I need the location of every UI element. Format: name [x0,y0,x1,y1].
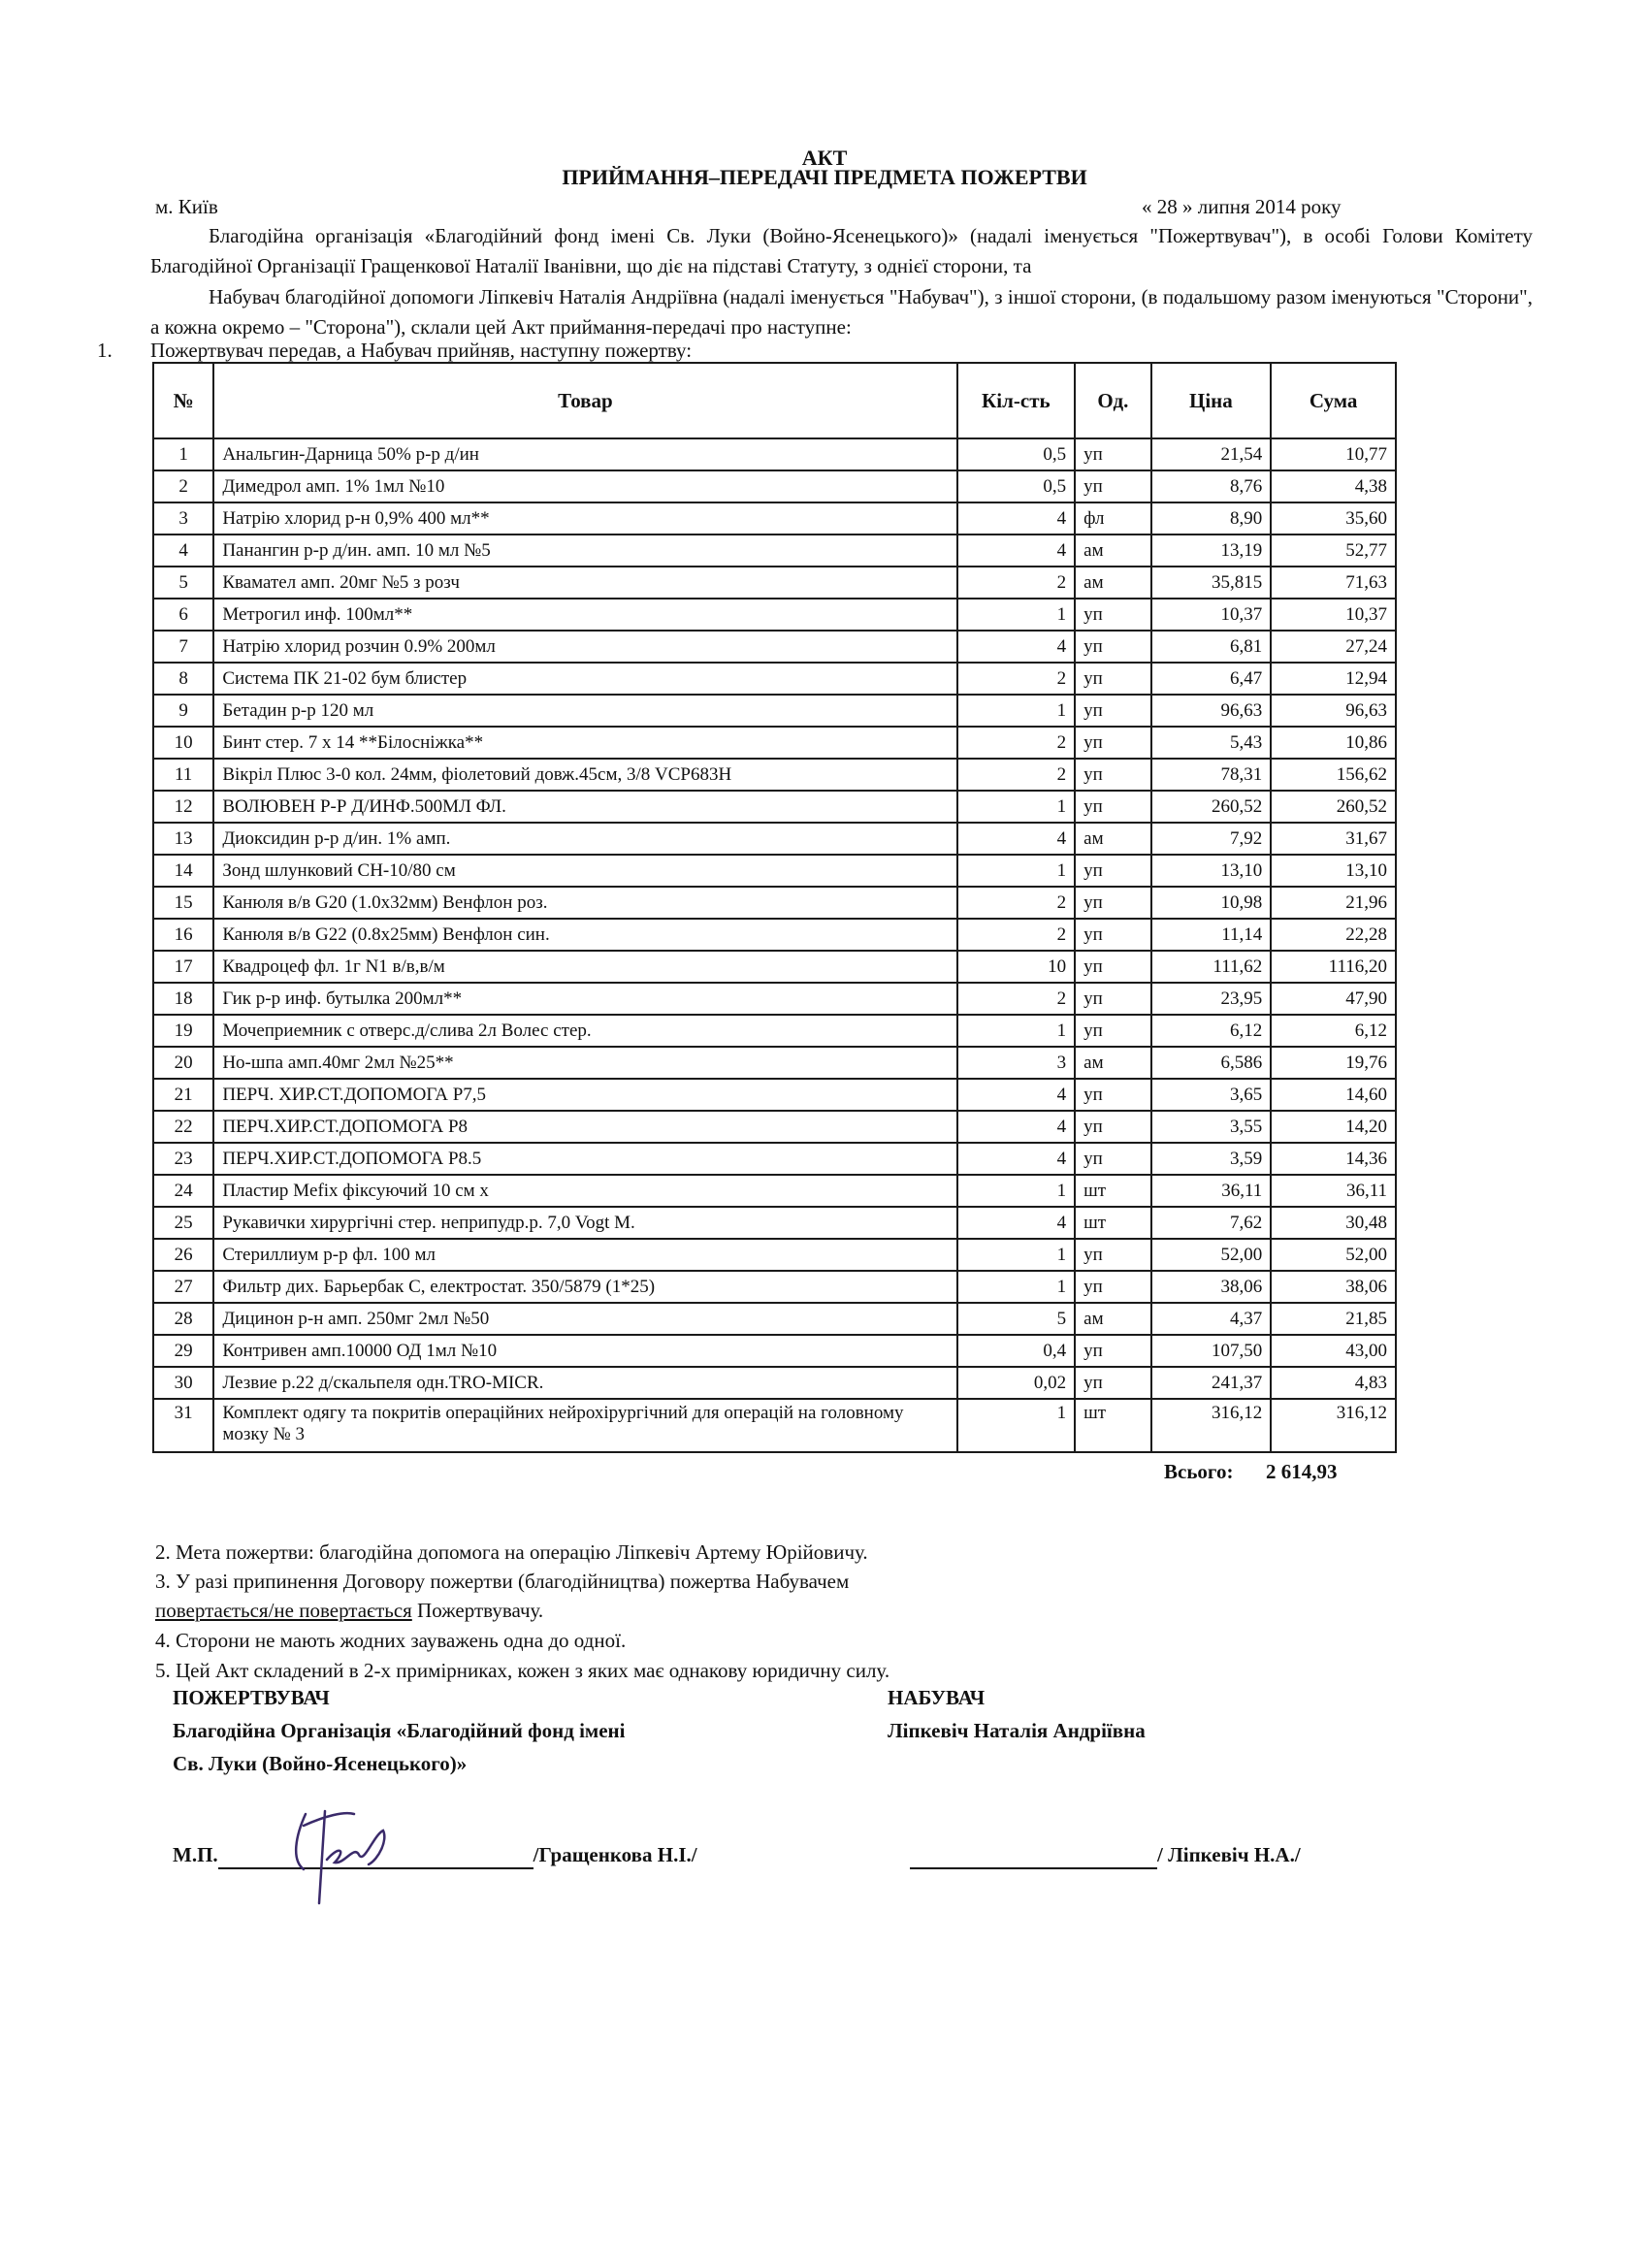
table-row [153,438,1396,470]
donation-items-table [152,362,1397,1453]
stamp-label: М.П. [173,1843,218,1866]
total-value: 2 614,93 [1266,1460,1338,1483]
recipient-name: Ліпкевіч Наталія Андріївна [888,1719,1146,1742]
recipient-signature-blank[interactable] [910,1843,1157,1869]
cell-price: 3,55 [1151,1111,1272,1143]
cell-sum: 52,00 [1271,1239,1396,1271]
cell-qty: 4 [957,1207,1076,1239]
cell-name: Пластир Mefix фіксуючий 10 см х [213,1175,956,1207]
cell-qty: 2 [957,887,1076,919]
cell-unit: уп [1075,759,1150,791]
cell-price: 3,65 [1151,1079,1272,1111]
cell-no: 4 [153,535,213,567]
cell-qty: 1 [957,695,1076,727]
cell-price: 6,12 [1151,1015,1272,1047]
cell-unit: ам [1075,535,1150,567]
cell-qty: 2 [957,983,1076,1015]
table-row [153,631,1396,663]
cell-sum: 1116,20 [1271,951,1396,983]
cell-price: 36,11 [1151,1175,1272,1207]
cell-sum: 71,63 [1271,567,1396,599]
cell-price: 10,37 [1151,599,1272,631]
cell-price: 260,52 [1151,791,1272,823]
cell-unit: уп [1075,1271,1150,1303]
cell-no: 23 [153,1143,213,1175]
table-row [153,1079,1396,1111]
cell-price: 35,815 [1151,567,1272,599]
table-row [153,535,1396,567]
donor-heading: ПОЖЕРТВУВАЧ [173,1686,330,1709]
cell-sum: 96,63 [1271,695,1396,727]
cell-no: 5 [153,567,213,599]
document-title: АКТ [801,146,848,170]
cell-name: Мочеприемник с отверс.д/слива 2л Волес стер. [213,1015,956,1047]
cell-sum: 4,83 [1271,1367,1396,1399]
table-row [153,823,1396,855]
cell-no: 19 [153,1015,213,1047]
clause-3-rest: Пожертвувачу. [411,1599,544,1622]
cell-unit: уп [1075,1367,1150,1399]
cell-name: Рукавички хирургічні стер. неприпудр.р. 7,0 Vogt M. [213,1207,956,1239]
cell-unit: уп [1075,887,1150,919]
cell-sum: 14,20 [1271,1111,1396,1143]
cell-price: 107,50 [1151,1335,1272,1367]
donor-signature-line [173,1843,697,1869]
cell-unit: уп [1075,663,1150,695]
table-row [153,1207,1396,1239]
cell-sum: 35,60 [1271,502,1396,535]
cell-price: 7,62 [1151,1207,1272,1239]
header-sum: Сума [1271,363,1396,438]
cell-sum: 12,94 [1271,663,1396,695]
cell-unit: уп [1075,983,1150,1015]
cell-price: 10,98 [1151,887,1272,919]
intro-paragraph-recipient: Набувач благодійної допомоги Ліпкевіч Наталія Андріївна (надалі іменується "Набувач"), з іншої сторони, (в подальшому разом іменуються "Сторони", а кожна окремо – "Сторона"), склали цей Акт приймання-передачі про наступне: [150,285,1533,339]
table-row [153,1015,1396,1047]
intro-paragraph-donor: Благодійна організація «Благодійний фонд імені Св. Луки (Войно-Ясенецького)» (надалі іменується "Пожертвувач"), в особі Голови Комітету Благодійної Організації Гращенкової Наталії Іванівни, що діє на підставі Статуту, з однієї сторони, та [150,224,1533,277]
cell-qty: 4 [957,631,1076,663]
cell-qty: 0,4 [957,1335,1076,1367]
cell-name: Панангин р-р д/ин. амп. 10 мл №5 [213,535,956,567]
cell-qty: 5 [957,1303,1076,1335]
cell-no: 30 [153,1367,213,1399]
cell-name: ПЕРЧ. ХИР.СТ.ДОПОМОГА Р7,5 [213,1079,956,1111]
cell-qty: 4 [957,1143,1076,1175]
cell-qty: 4 [957,1111,1076,1143]
cell-unit: уп [1075,951,1150,983]
cell-qty: 1 [957,791,1076,823]
donor-signer-name: /Гращенкова Н.І./ [533,1843,697,1866]
cell-unit: уп [1075,1015,1150,1047]
cell-sum: 4,38 [1271,470,1396,502]
recipient-signer-name: / Ліпкевіч Н.А./ [1157,1843,1301,1866]
cell-name: Натрію хлорид розчин 0.9% 200мл [213,631,956,663]
cell-price: 8,90 [1151,502,1272,535]
table-row [153,1399,1396,1452]
cell-name: ПЕРЧ.ХИР.СТ.ДОПОМОГА Р8.5 [213,1143,956,1175]
table-row [153,951,1396,983]
cell-price: 111,62 [1151,951,1272,983]
cell-name: Дицинон р-н амп. 250мг 2мл №50 [213,1303,956,1335]
cell-qty: 4 [957,502,1076,535]
cell-qty: 10 [957,951,1076,983]
clause-1-number: 1. [97,339,113,362]
cell-unit: уп [1075,695,1150,727]
cell-unit: уп [1075,599,1150,631]
document-subtitle: ПРИЙМАННЯ–ПЕРЕДАЧІ ПРЕДМЕТА ПОЖЕРТВИ [562,165,1087,189]
clause-5: 5. Цей Акт складений в 2-х примірниках, кожен з яких має однакову юридичну силу. [155,1659,890,1682]
clause-2: 2. Мета пожертви: благодійна допомога на операцію Ліпкевіч Артему Юрійовичу. [155,1540,868,1564]
document-date: « 28 » липня 2014 року [1142,195,1342,218]
cell-qty: 1 [957,1271,1076,1303]
cell-price: 4,37 [1151,1303,1272,1335]
table-row [153,1335,1396,1367]
cell-no: 10 [153,727,213,759]
cell-name: Гик р-р инф. бутылка 200мл** [213,983,956,1015]
cell-no: 29 [153,1335,213,1367]
cell-sum: 38,06 [1271,1271,1396,1303]
cell-unit: уп [1075,791,1150,823]
cell-name: Канюля в/в G20 (1.0х32мм) Венфлон роз. [213,887,956,919]
cell-price: 52,00 [1151,1239,1272,1271]
cell-name: Но-шпа амп.40мг 2мл №25** [213,1047,956,1079]
table-row [153,855,1396,887]
cell-unit: уп [1075,855,1150,887]
cell-sum: 52,77 [1271,535,1396,567]
cell-price: 96,63 [1151,695,1272,727]
cell-unit: ам [1075,567,1150,599]
cell-name: ВОЛЮВЕН Р-Р Д/ИНФ.500МЛ ФЛ. [213,791,956,823]
table-row [153,727,1396,759]
cell-no: 8 [153,663,213,695]
cell-no: 17 [153,951,213,983]
cell-unit: уп [1075,631,1150,663]
cell-unit: фл [1075,502,1150,535]
cell-name: Лезвие р.22 д/скальпеля одн.TRO-MICR. [213,1367,956,1399]
table-row [153,1271,1396,1303]
cell-name: Вікріл Плюс 3-0 кол. 24мм, фіолетовий довж.45см, 3/8 VCP683H [213,759,956,791]
table-row [153,1143,1396,1175]
cell-price: 38,06 [1151,1271,1272,1303]
table-row [153,919,1396,951]
clause-3-line1: 3. У разі припинення Договору пожертви (благодійництва) пожертва Набувачем [155,1570,850,1593]
cell-unit: ам [1075,1303,1150,1335]
table-row [153,695,1396,727]
cell-qty: 2 [957,727,1076,759]
cell-price: 13,10 [1151,855,1272,887]
cell-no: 1 [153,438,213,470]
cell-no: 2 [153,470,213,502]
table-row [153,1303,1396,1335]
cell-no: 26 [153,1239,213,1271]
cell-no: 24 [153,1175,213,1207]
header-no: № [153,363,213,438]
cell-name: Канюля в/в G22 (0.8х25мм) Венфлон син. [213,919,956,951]
cell-name: Метрогил инф. 100мл** [213,599,956,631]
cell-sum: 316,12 [1271,1399,1396,1452]
cell-qty: 4 [957,1079,1076,1111]
cell-name: Квадроцеф фл. 1г N1 в/в,в/м [213,951,956,983]
table-row [153,470,1396,502]
cell-name: Стериллиум р-р фл. 100 мл [213,1239,956,1271]
cell-sum: 31,67 [1271,823,1396,855]
clause-1-text: Пожертвувач передав, а Набувач прийняв, наступну пожертву: [150,339,693,362]
table-row [153,1175,1396,1207]
cell-no: 14 [153,855,213,887]
cell-sum: 14,60 [1271,1079,1396,1111]
header-qty: Кіл-сть [957,363,1076,438]
city: м. Київ [155,195,218,218]
cell-sum: 14,36 [1271,1143,1396,1175]
cell-name: Зонд шлунковий СН-10/80 см [213,855,956,887]
cell-unit: уп [1075,470,1150,502]
cell-price: 6,81 [1151,631,1272,663]
clause-4: 4. Сторони не мають жодних зауважень одна до одної. [155,1629,627,1652]
cell-name: Анальгин-Дарница 50% р-р д/ин [213,438,956,470]
cell-no: 9 [153,695,213,727]
cell-qty: 1 [957,855,1076,887]
cell-price: 8,76 [1151,470,1272,502]
cell-unit: уп [1075,1239,1150,1271]
cell-name: Бинт стер. 7 х 14 **Білосніжка** [213,727,956,759]
cell-qty: 0,5 [957,470,1076,502]
cell-price: 11,14 [1151,919,1272,951]
cell-no: 28 [153,1303,213,1335]
table-row [153,1367,1396,1399]
cell-sum: 22,28 [1271,919,1396,951]
table-row [153,759,1396,791]
clause-3-line2 [155,1599,543,1623]
cell-name: Бетадин р-р 120 мл [213,695,956,727]
cell-qty: 1 [957,1399,1076,1452]
cell-name: Димедрол амп. 1% 1мл №10 [213,470,956,502]
cell-qty: 2 [957,919,1076,951]
cell-sum: 10,77 [1271,438,1396,470]
table-row [153,1047,1396,1079]
cell-sum: 21,96 [1271,887,1396,919]
cell-no: 31 [153,1399,213,1452]
cell-no: 16 [153,919,213,951]
cell-price: 23,95 [1151,983,1272,1015]
cell-no: 15 [153,887,213,919]
cell-price: 241,37 [1151,1367,1272,1399]
cell-name: Диоксидин р-р д/ин. 1% амп. [213,823,956,855]
cell-unit: шт [1075,1399,1150,1452]
cell-sum: 260,52 [1271,791,1396,823]
cell-name: ПЕРЧ.ХИР.СТ.ДОПОМОГА Р8 [213,1111,956,1143]
cell-unit: уп [1075,1111,1150,1143]
cell-unit: уп [1075,438,1150,470]
table-row [153,791,1396,823]
total-label: Всього: [1164,1460,1234,1483]
table-row [153,599,1396,631]
table-row [153,502,1396,535]
cell-qty: 4 [957,823,1076,855]
return-option-underlined: повертається/не повертається [155,1599,412,1622]
cell-qty: 3 [957,1047,1076,1079]
cell-sum: 6,12 [1271,1015,1396,1047]
recipient-heading: НАБУВАЧ [888,1686,986,1709]
cell-name: Комплект одягу та покритів операційних нейрохірургічний для операцій на головному мозку № 3 [213,1399,956,1452]
cell-qty: 0,02 [957,1367,1076,1399]
cell-name: Квамател амп. 20мг №5 з розч [213,567,956,599]
cell-qty: 2 [957,567,1076,599]
header-unit: Од. [1075,363,1150,438]
table-row [153,567,1396,599]
cell-no: 3 [153,502,213,535]
cell-sum: 19,76 [1271,1047,1396,1079]
cell-unit: уп [1075,919,1150,951]
cell-sum: 47,90 [1271,983,1396,1015]
cell-name: Фильтр дих. Барьербак С, електростат. 350/5879 (1*25) [213,1271,956,1303]
cell-no: 27 [153,1271,213,1303]
cell-qty: 1 [957,599,1076,631]
cell-unit: ам [1075,1047,1150,1079]
cell-no: 6 [153,599,213,631]
cell-qty: 1 [957,1015,1076,1047]
cell-no: 13 [153,823,213,855]
cell-unit: шт [1075,1207,1150,1239]
recipient-signature-line [910,1843,1301,1869]
cell-price: 6,586 [1151,1047,1272,1079]
cell-price: 3,59 [1151,1143,1272,1175]
donor-org-line1: Благодійна Організація «Благодійний фонд імені [173,1719,626,1742]
cell-price: 21,54 [1151,438,1272,470]
table-row [153,1239,1396,1271]
cell-no: 12 [153,791,213,823]
cell-unit: ам [1075,823,1150,855]
cell-qty: 4 [957,535,1076,567]
cell-no: 21 [153,1079,213,1111]
cell-qty: 2 [957,759,1076,791]
cell-price: 5,43 [1151,727,1272,759]
table-row [153,983,1396,1015]
handwritten-signature-icon [286,1806,422,1913]
cell-sum: 30,48 [1271,1207,1396,1239]
cell-qty: 2 [957,663,1076,695]
cell-price: 316,12 [1151,1399,1272,1452]
cell-sum: 43,00 [1271,1335,1396,1367]
cell-price: 7,92 [1151,823,1272,855]
cell-sum: 21,85 [1271,1303,1396,1335]
cell-name: Натрію хлорид р-н 0,9% 400 мл** [213,502,956,535]
cell-price: 6,47 [1151,663,1272,695]
cell-no: 22 [153,1111,213,1143]
cell-sum: 36,11 [1271,1175,1396,1207]
cell-name: Система ПК 21-02 бум блистер [213,663,956,695]
cell-unit: уп [1075,1143,1150,1175]
cell-sum: 10,86 [1271,727,1396,759]
table-row [153,887,1396,919]
cell-no: 11 [153,759,213,791]
cell-price: 13,19 [1151,535,1272,567]
table-row [153,663,1396,695]
table-row [153,1111,1396,1143]
cell-sum: 27,24 [1271,631,1396,663]
cell-no: 18 [153,983,213,1015]
cell-sum: 10,37 [1271,599,1396,631]
table-header-row [153,363,1396,438]
cell-sum: 13,10 [1271,855,1396,887]
donor-org-line2: Св. Луки (Войно-Ясенецького)» [173,1752,468,1775]
cell-price: 78,31 [1151,759,1272,791]
header-price: Ціна [1151,363,1272,438]
cell-unit: шт [1075,1175,1150,1207]
header-name: Товар [213,363,956,438]
cell-no: 20 [153,1047,213,1079]
cell-sum: 156,62 [1271,759,1396,791]
cell-unit: уп [1075,727,1150,759]
cell-qty: 1 [957,1239,1076,1271]
cell-name: Контривен амп.10000 ОД 1мл №10 [213,1335,956,1367]
cell-qty: 1 [957,1175,1076,1207]
cell-no: 25 [153,1207,213,1239]
cell-unit: уп [1075,1079,1150,1111]
table-body [153,438,1396,1452]
cell-unit: уп [1075,1335,1150,1367]
cell-qty: 0,5 [957,438,1076,470]
cell-no: 7 [153,631,213,663]
